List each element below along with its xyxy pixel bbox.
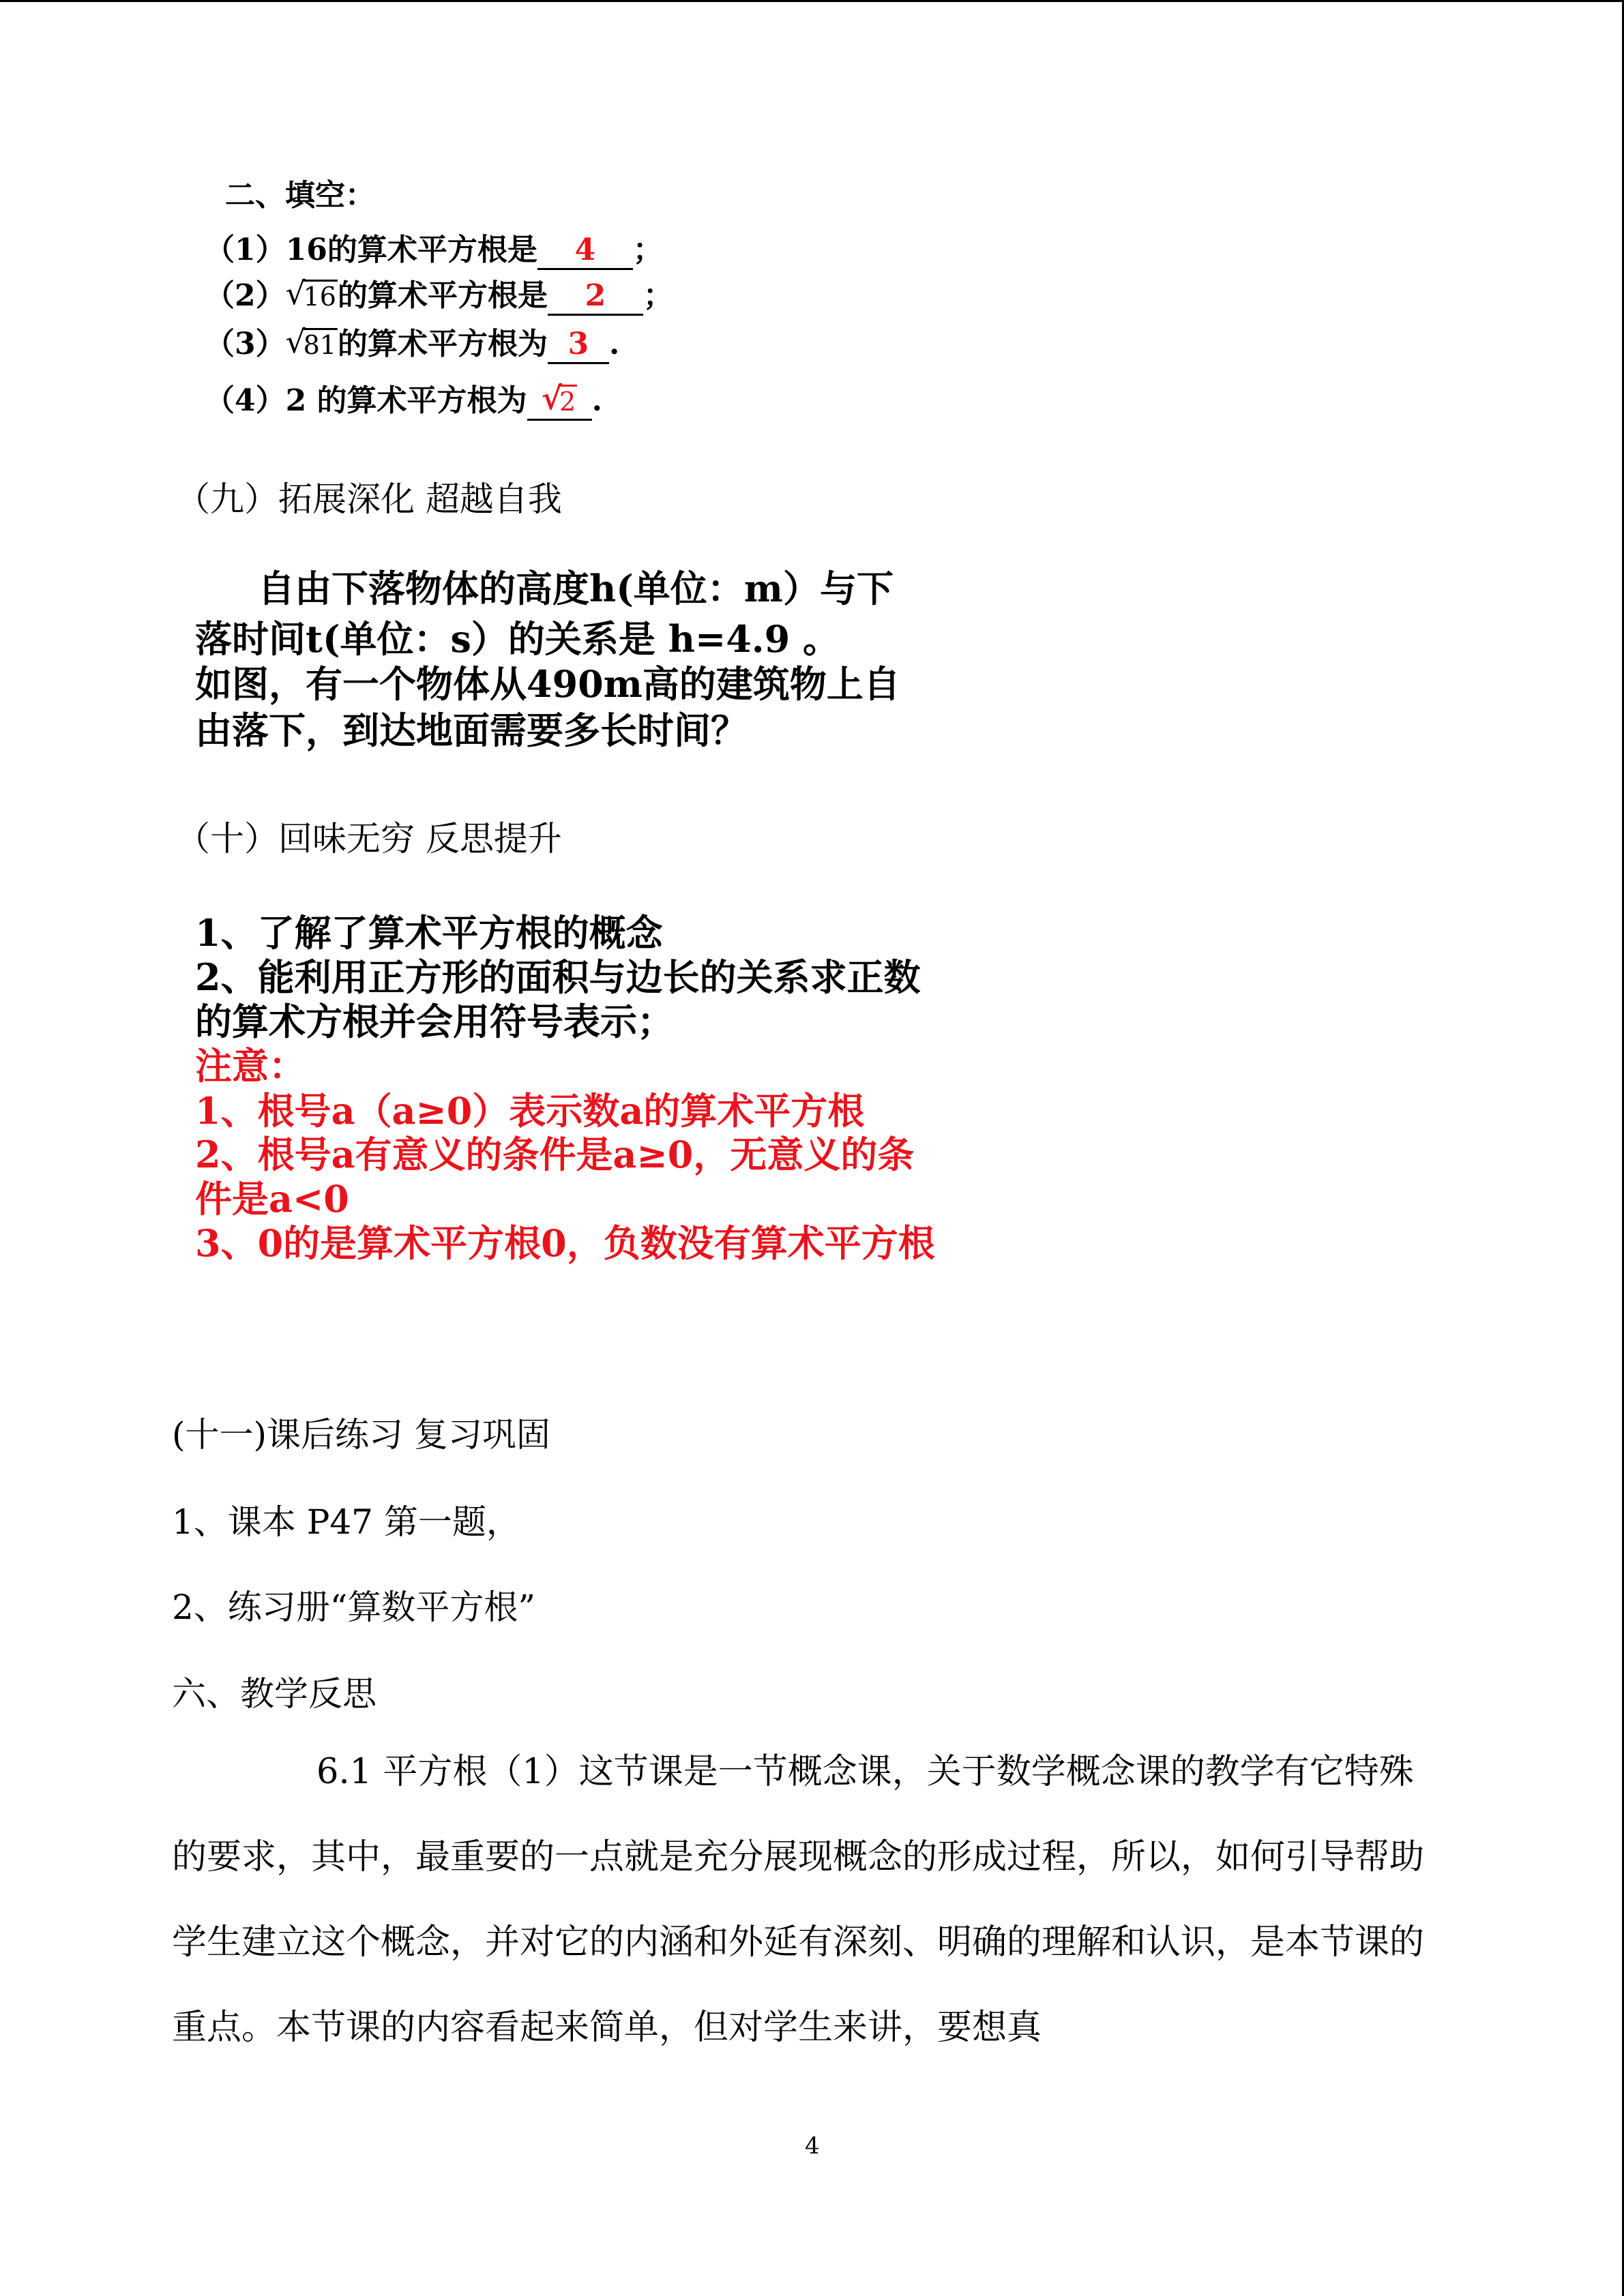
page-number: 4: [805, 2132, 820, 2160]
section-10-line-2: 2、能利用正方形的面积与边长的关系求正数: [195, 955, 921, 999]
fill-item-3-middle: 的算术平方根为: [337, 327, 548, 361]
note-line-1: 1、根号a（a≥0）表示数a的算术平方根: [195, 1089, 865, 1133]
fill-item-1-blank: [537, 233, 633, 270]
reflection-paragraph: [172, 1729, 1434, 2070]
note-line-2: 2、根号a有意义的条件是a≥0，无意义的条: [195, 1133, 915, 1176]
fill-item-1-suffix: ；: [632, 233, 663, 267]
fill-item-3-answer: 3: [567, 327, 589, 361]
fill-item-4-prefix: （4）2 的算术平方根为: [205, 383, 527, 418]
sqrt-symbol: [542, 383, 577, 419]
fill-item-4-blank: [527, 383, 592, 421]
section-10-line-1: 1、了解了算术平方根的概念: [195, 911, 663, 955]
section-9-line-3: 如图，有一个物体从490m高的建筑物上自: [195, 662, 900, 706]
fill-item-3-suffix: .: [608, 327, 620, 361]
fill-item-2-prefix: （2）: [205, 278, 286, 313]
fill-item-1-prefix: （1）16的算术平方根是: [205, 233, 537, 267]
fill-item-3-radicand: 81: [302, 328, 338, 360]
section-6-heading: 六、教学反思: [172, 1674, 377, 1714]
fill-item-3-blank: [548, 327, 609, 364]
section-11-item-2: 2、练习册“算数平方根”: [172, 1587, 535, 1627]
section-10-heading: （十）回味无穷 反思提升: [176, 819, 562, 859]
section-9-heading: （九）拓展深化 超越自我: [176, 479, 562, 519]
fill-item-2-middle: 的算术平方根是: [337, 278, 548, 313]
section-10-line-3: 的算术方根并会用符号表示；: [195, 1000, 674, 1043]
note-line-4: 3、0的是算术平方根0，负数没有算术平方根: [195, 1221, 935, 1265]
section-9-line-4: 由落下，到达地面需要多长时间？: [195, 709, 748, 752]
note-line-3: 件是a<0: [195, 1177, 349, 1221]
fill-item-3: [205, 324, 619, 365]
section-9-line-1: 自由下落物体的高度h(单位：m）与下: [258, 567, 894, 610]
fill-item-3-prefix: （3）: [205, 327, 286, 361]
section-11-item-1: 1、课本 P47 第一题，: [172, 1502, 520, 1542]
fill-item-1-answer: 4: [574, 233, 596, 267]
fill-item-2-blank: [548, 278, 643, 316]
note-title: 注意：: [195, 1044, 306, 1088]
fill-item-2-answer: 2: [585, 278, 606, 313]
fill-blank-title: 二、填空：: [225, 178, 375, 213]
fill-item-1: [205, 230, 663, 271]
sqrt-symbol: [286, 275, 338, 316]
fill-item-4-suffix: .: [591, 383, 602, 418]
fill-item-2-radicand: 16: [302, 280, 338, 312]
fill-item-2-suffix: ；: [643, 278, 673, 313]
reflection-text: 6.1 平方根（1）这节课是一节概念课，关于数学概念课的教学有它特殊的要求，其中，最重要的一点就是充分展现概念的形成过程，所以，如何引导帮助学生建立这个概念，并对它的内涵和外延有深刻、明确的理解和认识，是本节课的重点。本节课的内容看起来简单，但对学生来讲，要想真: [172, 1752, 1425, 2048]
fill-item-4-answer: 2: [558, 385, 577, 417]
sqrt-symbol: [286, 324, 338, 365]
fill-item-4: [205, 381, 602, 421]
page-border-top: [0, 0, 1624, 2]
section-11-heading: (十一)课后练习 复习巩固: [172, 1415, 550, 1455]
fill-item-2: [205, 275, 673, 316]
section-9-line-2: 落时间t(单位：s）的关系是 h=4.9 。: [195, 617, 840, 661]
